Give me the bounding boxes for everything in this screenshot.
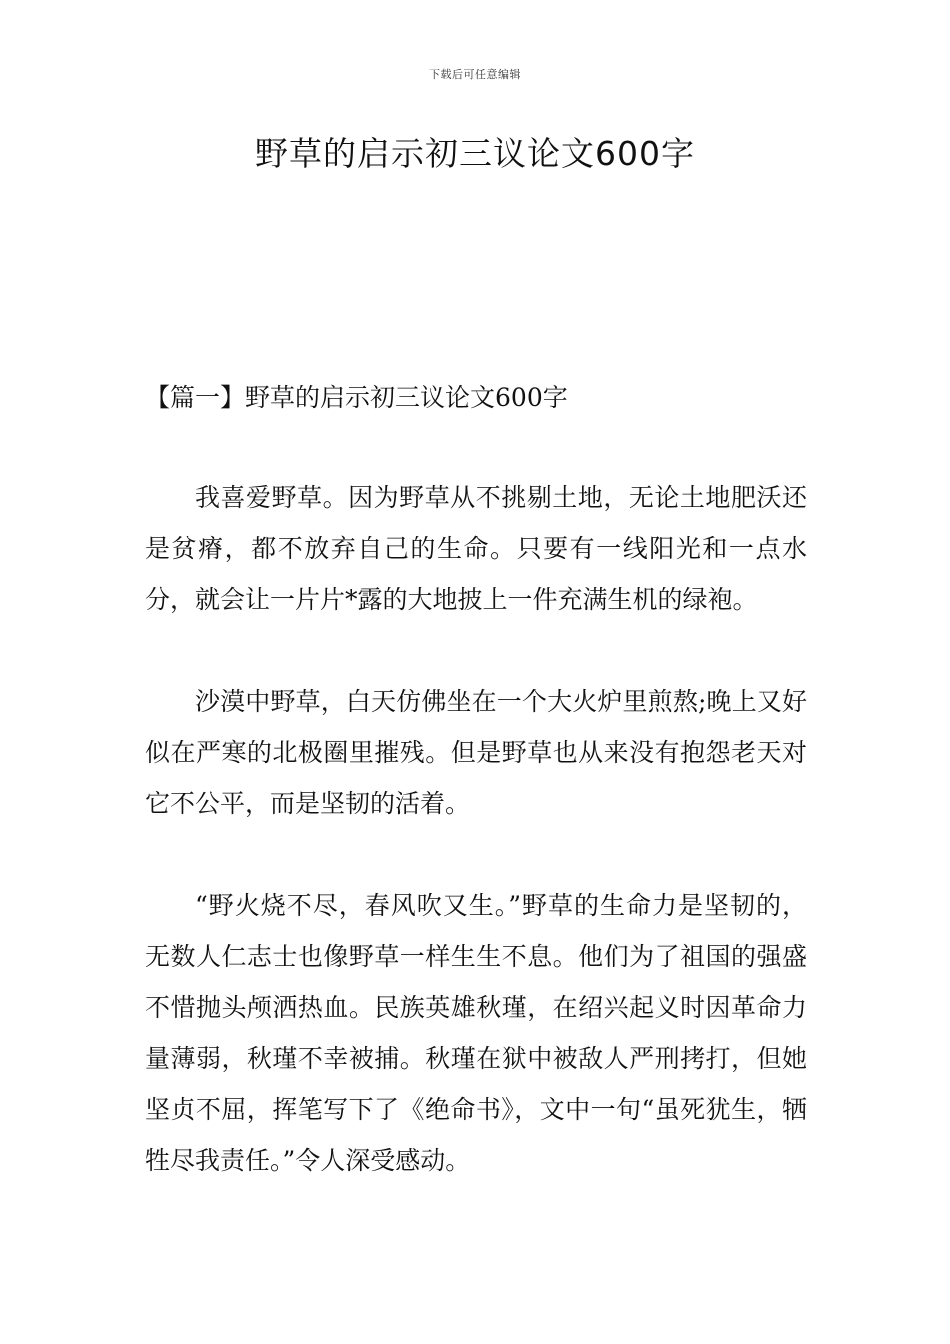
section-heading: 【篇一】野草的启示初三议论文600字 [145, 383, 568, 412]
document-body [145, 472, 807, 1186]
header-note: 下载后可任意编辑 [429, 68, 521, 81]
paragraph-3: “野火烧不尽，春风吹又生。”野草的生命力是坚韧的，无数人仁志士也像野草一样生生不息。他们为了祖国的强盛不惜抛头颅洒热血。民族英雄秋瑾，在绍兴起义时因革命力量薄弱，秋瑾不幸被捕。秋瑾在狱中被敌人严刑拷打，但她坚贞不屈，挥笔写下了《绝命书》，文中一句“虽死犹生，牺牲尽我责任。”令人深受感动。 [145, 891, 807, 1175]
paragraph-2: 沙漠中野草，白天仿佛坐在一个大火炉里煎熬;晚上又好似在严寒的北极圈里摧残。但是野草也从来没有抱怨老天对它不公平，而是坚韧的活着。 [145, 687, 807, 818]
document-title: 野草的启示初三议论文600字 [255, 134, 695, 173]
paragraph-1: 我喜爱野草。因为野草从不挑剔土地，无论土地肥沃还是贫瘠，都不放弃自己的生命。只要有一线阳光和一点水分，就会让一片片*露的大地披上一件充满生机的绿袍。 [145, 483, 807, 614]
